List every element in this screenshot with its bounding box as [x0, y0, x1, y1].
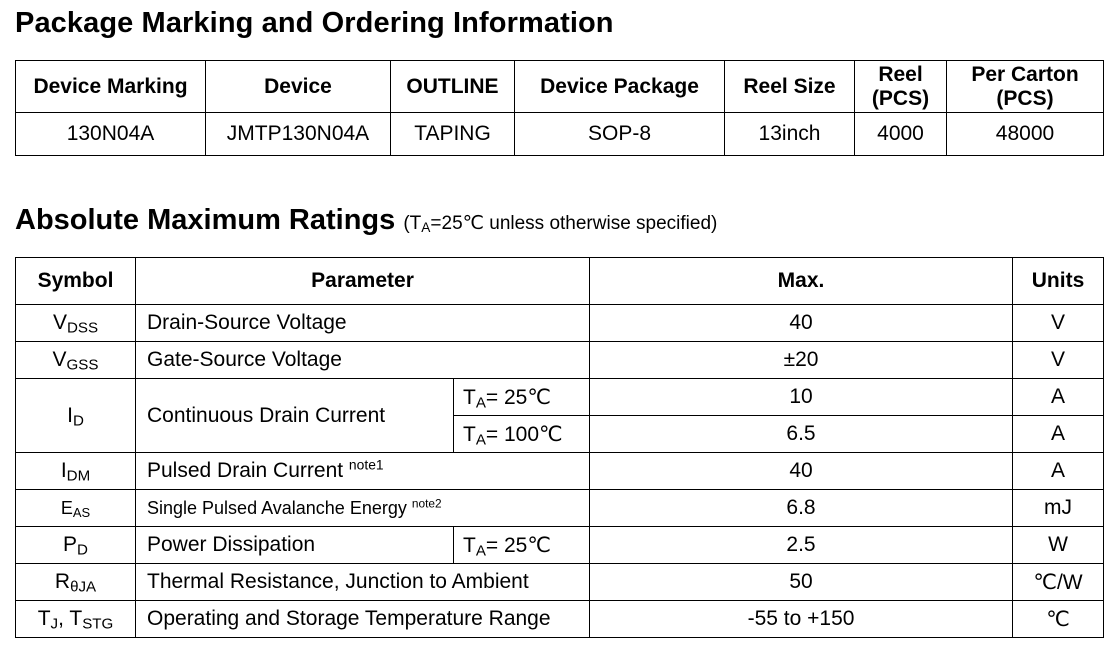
param-idm: Pulsed Drain Current $^{note1}$: [136, 453, 590, 490]
max-id-25c: 10: [590, 379, 1013, 416]
cell-device-package: SOP-8: [515, 113, 725, 156]
ratings-condition: [403, 213, 717, 234]
max-vgss: ±20: [590, 342, 1013, 379]
cell-outline: TAPING: [391, 113, 515, 156]
unit-idm: A: [1013, 453, 1104, 490]
ratings-heading: [15, 204, 717, 237]
param-pd: Power Dissipation: [136, 527, 454, 564]
symbol-rtheta: $R_{\theta JA}$: [16, 564, 136, 601]
max-idm: 40: [590, 453, 1013, 490]
max-rtheta: 50: [590, 564, 1013, 601]
ordering-data-row: [16, 113, 1104, 156]
ratings-header-row: [16, 258, 1104, 305]
col-reel-pcs: [855, 61, 947, 113]
param-id: Continuous Drain Current: [136, 379, 454, 453]
row-rtheta: [16, 564, 1104, 601]
cell-per-carton: 48000: [947, 113, 1104, 156]
col-max: Max.: [590, 258, 1013, 305]
unit-rtheta: ℃/W: [1013, 564, 1104, 601]
cell-device-marking: 130N04A: [16, 113, 206, 156]
col-device-package: Device Package: [515, 61, 725, 113]
col-outline: OUTLINE: [391, 61, 515, 113]
unit-id-25c: A: [1013, 379, 1104, 416]
cond-id-25c: $T_A=$ 25℃: [454, 379, 590, 416]
max-vdss: 40: [590, 305, 1013, 342]
symbol-eas: $E_{AS}$: [16, 490, 136, 527]
param-vgss: Gate-Source Voltage: [136, 342, 590, 379]
ratings-title: Absolute Maximum Ratings: [15, 204, 396, 236]
symbol-vgss: $V_{GSS}$: [16, 342, 136, 379]
row-eas: [16, 490, 1104, 527]
col-device-marking: Device Marking: [16, 61, 206, 113]
col-reel-pcs-line1: Reel: [878, 62, 923, 86]
param-vdss: Drain-Source Voltage: [136, 305, 590, 342]
col-device: Device: [206, 61, 391, 113]
symbol-temp: $T_J$, $T_{STG}$: [16, 601, 136, 638]
ratings-table: [15, 257, 1104, 638]
row-vgss: [16, 342, 1104, 379]
param-rtheta: Thermal Resistance, Junction to Ambient: [136, 564, 590, 601]
row-vdss: [16, 305, 1104, 342]
symbol-idm: $I_{DM}$: [16, 453, 136, 490]
ordering-table: [15, 60, 1104, 156]
row-id-25c: [16, 379, 1104, 416]
ordering-title: Package Marking and Ordering Information: [15, 7, 614, 39]
col-parameter: Parameter: [136, 258, 590, 305]
row-pd: [16, 527, 1104, 564]
unit-temp: ℃: [1013, 601, 1104, 638]
ratings-condition-sub: A: [421, 220, 431, 235]
param-temp: Operating and Storage Temperature Range: [136, 601, 590, 638]
ratings-condition-open: (T: [403, 213, 422, 234]
ordering-header-row: [16, 61, 1104, 113]
symbol-pd: $P_D$: [16, 527, 136, 564]
cell-device: JMTP130N04A: [206, 113, 391, 156]
unit-eas: mJ: [1013, 490, 1104, 527]
ratings-condition-rest: =25℃ unless otherwise specified): [430, 213, 718, 234]
row-temp: [16, 601, 1104, 638]
col-reel-size: Reel Size: [725, 61, 855, 113]
cond-pd: $T_A=$ 25℃: [454, 527, 590, 564]
col-reel-pcs-line2: (PCS): [871, 86, 930, 110]
col-per-carton: [947, 61, 1104, 113]
unit-vgss: V: [1013, 342, 1104, 379]
col-symbol: Symbol: [16, 258, 136, 305]
col-per-carton-line1: Per Carton: [971, 62, 1079, 86]
cond-id-100c: $T_A=$ 100℃: [454, 416, 590, 453]
unit-id-100c: A: [1013, 416, 1104, 453]
unit-vdss: V: [1013, 305, 1104, 342]
max-temp: -55 to +150: [590, 601, 1013, 638]
row-idm: [16, 453, 1104, 490]
note1-ref: note1: [348, 456, 384, 473]
param-eas: Single Pulsed Avalanche Energy $^{note2}$: [136, 490, 590, 527]
symbol-id: $I_D$: [16, 379, 136, 453]
col-units: Units: [1013, 258, 1104, 305]
unit-pd: W: [1013, 527, 1104, 564]
symbol-vdss: $V_{DSS}$: [16, 305, 136, 342]
note2-ref: note2: [411, 495, 442, 510]
max-pd: 2.5: [590, 527, 1013, 564]
max-eas: 6.8: [590, 490, 1013, 527]
cell-reel-pcs: 4000: [855, 113, 947, 156]
col-per-carton-line2: (PCS): [996, 86, 1054, 110]
cell-reel-size: 13inch: [725, 113, 855, 156]
max-id-100c: 6.5: [590, 416, 1013, 453]
